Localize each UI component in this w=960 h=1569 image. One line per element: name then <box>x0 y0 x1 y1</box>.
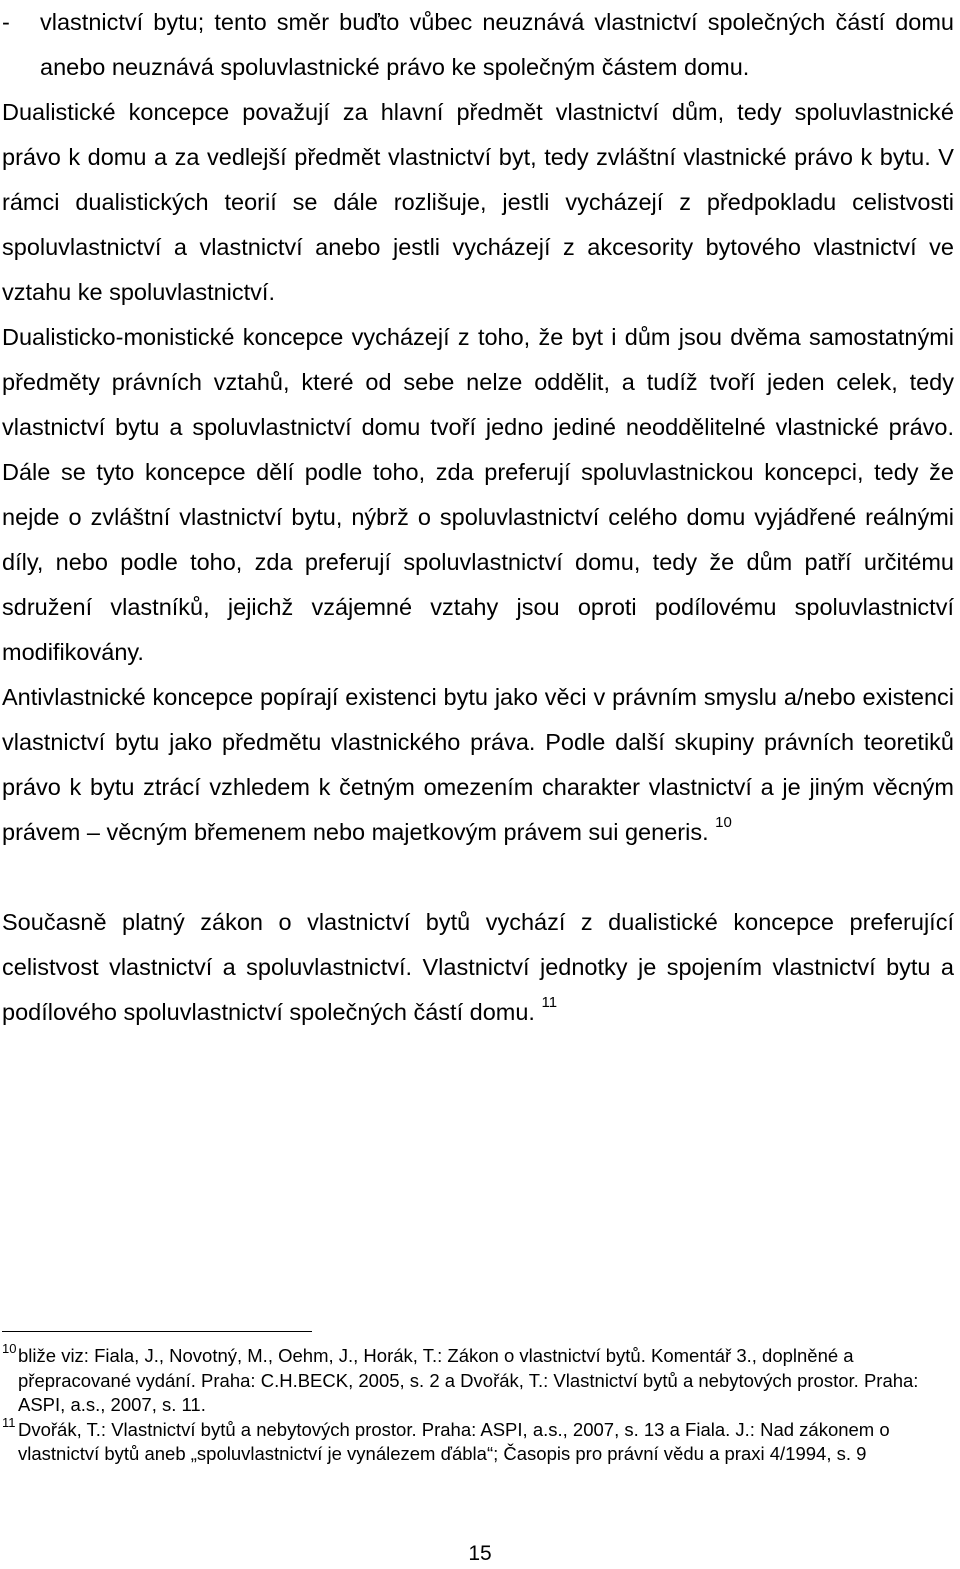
paragraph-gap <box>2 855 954 900</box>
page-number: 15 <box>468 1542 492 1565</box>
footnote-text: Dvořák, T.: Vlastnictví bytů a nebytových prostor. Praha: ASPI, a.s., 2007, s. 13 a Fiala. J.: Nad zákonem o vlastnictví bytů aneb „spoluvlastnictví je vynálezem ďábla“; Časopis pro právní vědu a praxi 4/1994, s. 9 <box>18 1418 890 1464</box>
list-item <box>2 0 954 90</box>
footnote-text: bliže viz: Fiala, J., Novotný, M., Oehm, J., Horák, T.: Zákon o vlastnictví bytů. Komentář 3., doplněné a přepracované vydání. Praha: C.H.BECK, 2005, s. 2 a Dvořák, T.: Vlastnictví bytů a nebytových prostor. Praha: ASPI, a.s., 2007, s. 11. <box>18 1345 919 1415</box>
footnote-11 <box>2 1414 932 1467</box>
footnote-number: 11 <box>2 1414 16 1430</box>
list-dash: - <box>2 9 10 35</box>
footnote-number: 10 <box>2 1341 17 1356</box>
footnote-separator <box>2 1331 312 1332</box>
main-text <box>2 0 954 1035</box>
paragraph-dualistic-monistic: Dualisticko-monistické koncepce vycházejí z toho, že byt i dům jsou dvěma samostatnými předměty právních vztahů, které od sebe nelze oddělit, a tudíž tvoří jeden celek, tedy vlastnictví bytu a spoluvlastnictví domu tvoří jedno jediné neoddělitelné vlastnické právo. Dále se tyto koncepce dělí podle toho, zda preferují spoluvlastnickou koncepci, tedy že nejde o zvláštní vlastnictví bytu, nýbrž o spoluvlastnictví celého domu vyjádřené reálnými díly, nebo podle toho, zda preferují spoluvlastnictví domu, tedy že dům patří určitému sdružení vlastníků, jejichž vzájemné vztahy jsou oproti podílovému spoluvlastnictví modifikovány. <box>2 324 954 665</box>
footnote-ref-11[interactable]: 11 <box>541 994 558 1012</box>
paragraph-current-law-text: Současně platný zákon o vlastnictví bytů vychází z dualistické koncepce preferující celistvost vlastnictví a spoluvlastnictví. Vlastnictví jednotky je spojením vlastnictví bytu a podílového spoluvlastnictví společných částí domu. <box>2 909 954 1025</box>
document-page <box>2 0 954 1035</box>
footnote-ref-10[interactable]: 10 <box>715 814 732 832</box>
footnote-10 <box>2 1341 932 1418</box>
footnotes <box>2 1341 932 1467</box>
paragraph-antiownership <box>2 675 954 855</box>
list-item-text: vlastnictví bytu; tento směr buďto vůbec neuznává vlastnictví společných částí domu anebo neuznává spoluvlastnické právo ke společným částem domu. <box>40 9 954 80</box>
paragraph-current-law <box>2 900 954 1035</box>
paragraph-antiownership-text: Antivlastnické koncepce popírají existenci bytu jako věci v právním smyslu a/nebo existenci vlastnictví bytu jako předmětu vlastnického práva. Podle další skupiny právních teoretiků právo k bytu ztrácí vzhledem k četným omezením charakter vlastnictví a je jiným věcným právem – věcným břemenem nebo majetkovým právem sui generis. <box>2 684 954 845</box>
paragraph-dualistic: Dualistické koncepce považují za hlavní předmět vlastnictví dům, tedy spoluvlastnické právo k domu a za vedlejší předmět vlastnictví byt, tedy zvláštní vlastnické právo k bytu. V rámci dualistických teorií se dále rozlišuje, jestli vycházejí z předpokladu celistvosti spoluvlastnictví a vlastnictví anebo jestli vycházejí z akcesority bytového vlastnictví ve vztahu ke spoluvlastnictví. <box>2 99 954 305</box>
